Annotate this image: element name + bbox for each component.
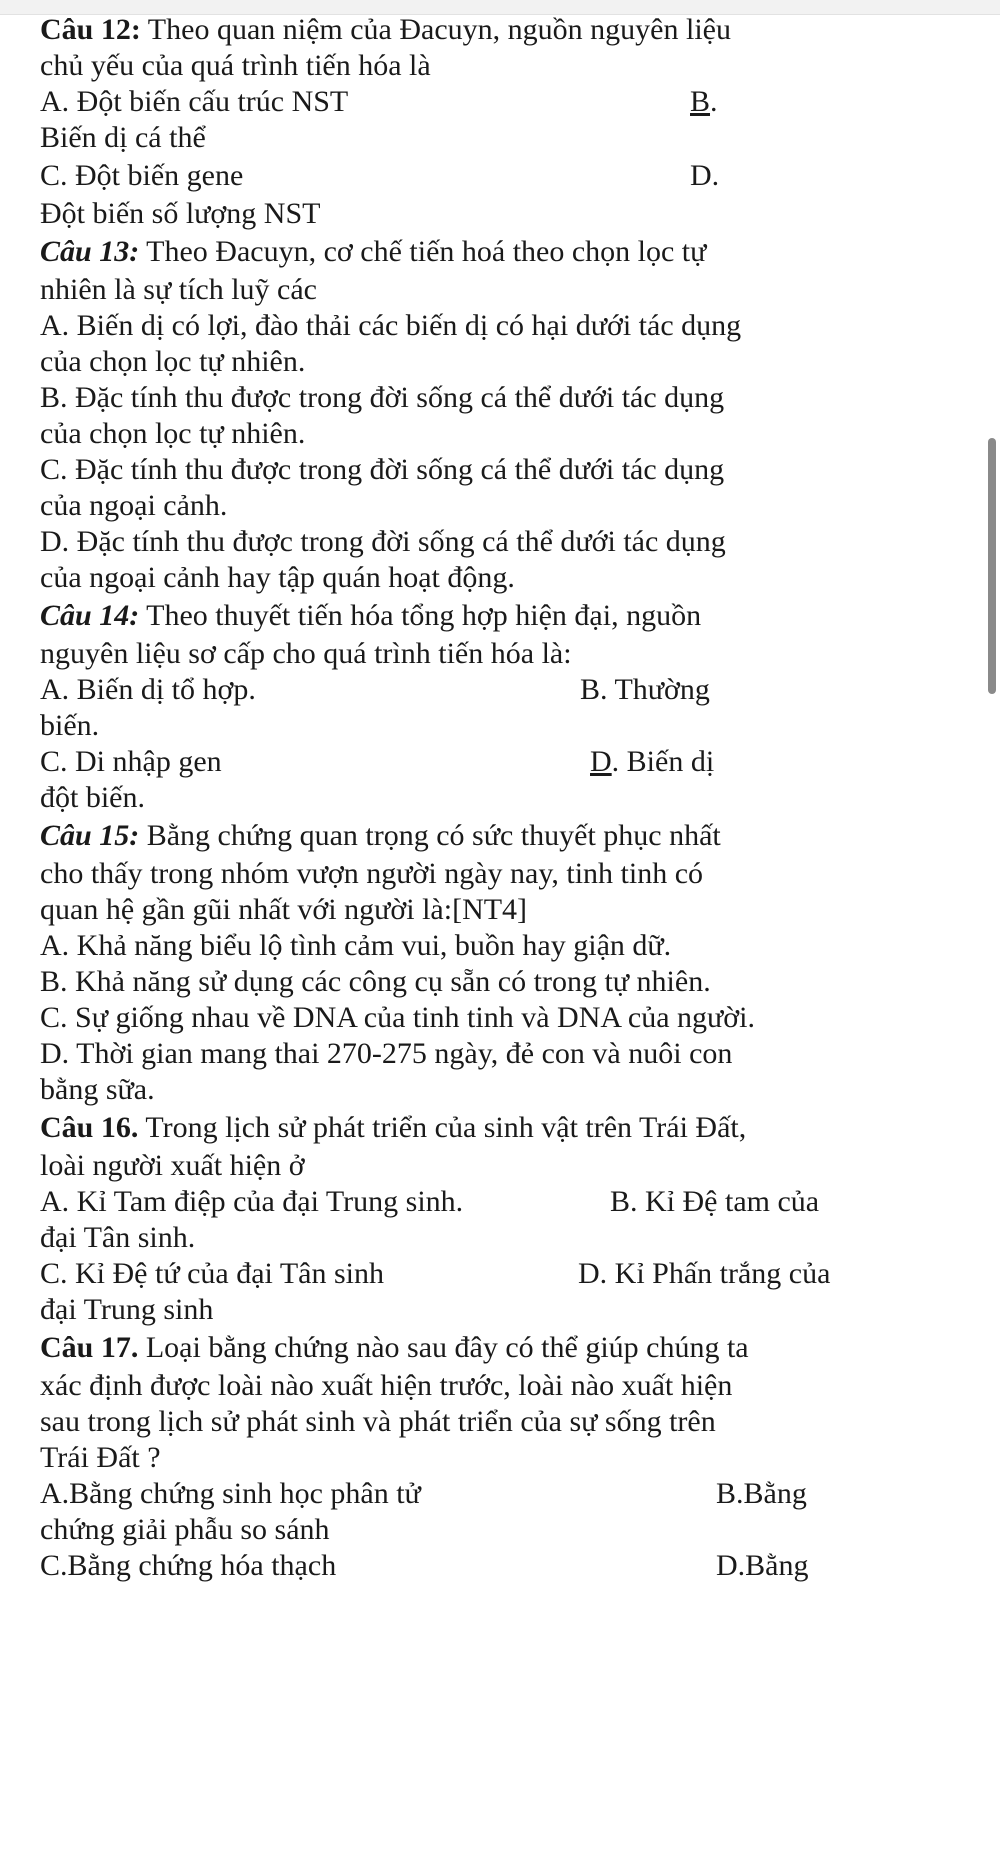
q12-option-d-text: Đột biến số lượng NST	[40, 197, 321, 230]
q15-label: Câu 15:	[40, 819, 140, 852]
q16-option-d-line-2: đại Trung sinh	[40, 1293, 214, 1326]
q17-label: Câu 17.	[40, 1331, 139, 1364]
q12-option-d-label: D.	[690, 159, 720, 192]
q17-option-b-line-1: B.Bằng	[716, 1477, 807, 1510]
q14-stem-line-2: nguyên liệu sơ cấp cho quá trình tiến hóa là:	[40, 637, 572, 670]
q16-option-a: A. Kỉ Tam điệp của đại Trung sinh. B. Kỉ Đệ tam của	[40, 1182, 970, 1222]
q16-stem-line-1: Câu 16. Trong lịch sử phát triển của sinh vật trên Trái Đất,	[40, 1111, 747, 1144]
q15-option-b: B. Khả năng sử dụng các công cụ sẵn có trong tự nhiên.	[40, 965, 711, 998]
q15-option-d-line-2: bằng sữa.	[40, 1073, 155, 1106]
q15-option-c: C. Sự giống nhau về DNA của tinh tinh và DNA của người.	[40, 1001, 755, 1034]
q12-label: Câu 12:	[40, 13, 141, 46]
q15-stem-line-1: Câu 15: Bằng chứng quan trọng có sức thuyết phục nhất	[40, 819, 721, 852]
q12-option-b-label: B.	[690, 85, 718, 118]
q12-answer-mark: B	[690, 85, 711, 118]
q17-stem-line-3: sau trong lịch sử phát sinh và phát triển của sự sống trên	[40, 1405, 716, 1438]
q16-option-d-line-1: D. Kỉ Phấn trắng của	[578, 1257, 831, 1290]
q17-stem-line-4: Trái Đất ?	[40, 1441, 161, 1474]
q12-stem-line-1: Câu 12: Theo quan niệm của Đacuyn, nguồn nguyên liệu	[40, 13, 731, 46]
q13-stem-line-1: Câu 13: Theo Đacuyn, cơ chế tiến hoá theo chọn lọc tự	[40, 235, 707, 268]
q13-option-a-line-2: của chọn lọc tự nhiên.	[40, 345, 306, 378]
q13-option-d-line-2: của ngoại cảnh hay tập quán hoạt động.	[40, 561, 515, 594]
q13-option-b-line-1: B. Đặc tính thu được trong đời sống cá thể dưới tác dụng	[40, 381, 725, 414]
q13-option-c-line-2: của ngoại cảnh.	[40, 489, 228, 522]
scrollbar-thumb[interactable]	[988, 438, 996, 694]
q17-option-c: C.Bằng chứng hóa thạch D.Bằng	[40, 1546, 970, 1586]
q14-option-d-line-1: D. Biến dị	[590, 745, 715, 778]
q16-stem-line-2: loài người xuất hiện ở	[40, 1149, 305, 1182]
q13-option-c-line-1: C. Đặc tính thu được trong đời sống cá thể dưới tác dụng	[40, 453, 725, 486]
q17-option-a: A.Bằng chứng sinh học phân tử B.Bằng	[40, 1474, 970, 1514]
q13-stem-line-2: nhiên là sự tích luỹ các	[40, 273, 318, 306]
q16-option-c: C. Kỉ Đệ tứ của đại Tân sinh D. Kỉ Phấn trắng của	[40, 1254, 970, 1294]
q13-option-d-line-1: D. Đặc tính thu được trong đời sống cá thể dưới tác dụng	[40, 525, 726, 558]
q14-option-b-line-1: B. Thường	[580, 673, 710, 706]
q15-option-d-line-1: D. Thời gian mang thai 270-275 ngày, đẻ con và nuôi con	[40, 1037, 733, 1070]
q13-label: Câu 13:	[40, 235, 140, 268]
q17-stem-line-2: xác định được loài nào xuất hiện trước, loài nào xuất hiện	[40, 1369, 733, 1402]
q14-option-d-line-2: đột biến.	[40, 781, 145, 814]
q15-stem-line-3: quan hệ gần gũi nhất với người là:[NT4]	[40, 893, 528, 926]
q15-stem-line-2: cho thấy trong nhóm vượn người ngày nay, tinh tinh có	[40, 857, 704, 890]
q14-label: Câu 14:	[40, 599, 140, 632]
q12-option-a: A. Đột biến cấu trúc NST B.	[40, 82, 970, 122]
q12-option-c: C. Đột biến gene D.	[40, 156, 970, 196]
q16-label: Câu 16.	[40, 1111, 139, 1144]
q14-option-b-line-2: biến.	[40, 709, 100, 742]
q16-option-b-line-2: đại Tân sinh.	[40, 1221, 196, 1254]
q14-stem-line-1: Câu 14: Theo thuyết tiến hóa tổng hợp hiện đại, nguồn	[40, 599, 702, 632]
q16-option-b-line-1: B. Kỉ Đệ tam của	[610, 1185, 820, 1218]
q15-option-a: A. Khả năng biểu lộ tình cảm vui, buồn hay giận dữ.	[40, 929, 672, 962]
q17-option-d: D.Bằng	[716, 1549, 809, 1582]
q12-stem-line-2: chủ yếu của quá trình tiến hóa là	[40, 49, 431, 82]
q17-option-b-line-2: chứng giải phẫu so sánh	[40, 1513, 330, 1546]
q13-option-a-line-1: A. Biến dị có lợi, đào thải các biến dị có hại dưới tác dụng	[40, 309, 742, 342]
q14-option-a: A. Biến dị tổ hợp. B. Thường	[40, 670, 970, 710]
q13-option-b-line-2: của chọn lọc tự nhiên.	[40, 417, 306, 450]
q12-option-b-text: Biến dị cá thể	[40, 121, 206, 154]
q14-answer-mark: D	[590, 745, 612, 778]
q14-option-c: C. Di nhập gen D. Biến dị	[40, 742, 970, 782]
q17-stem-line-1: Câu 17. Loại bằng chứng nào sau đây có thể giúp chúng ta	[40, 1331, 749, 1364]
